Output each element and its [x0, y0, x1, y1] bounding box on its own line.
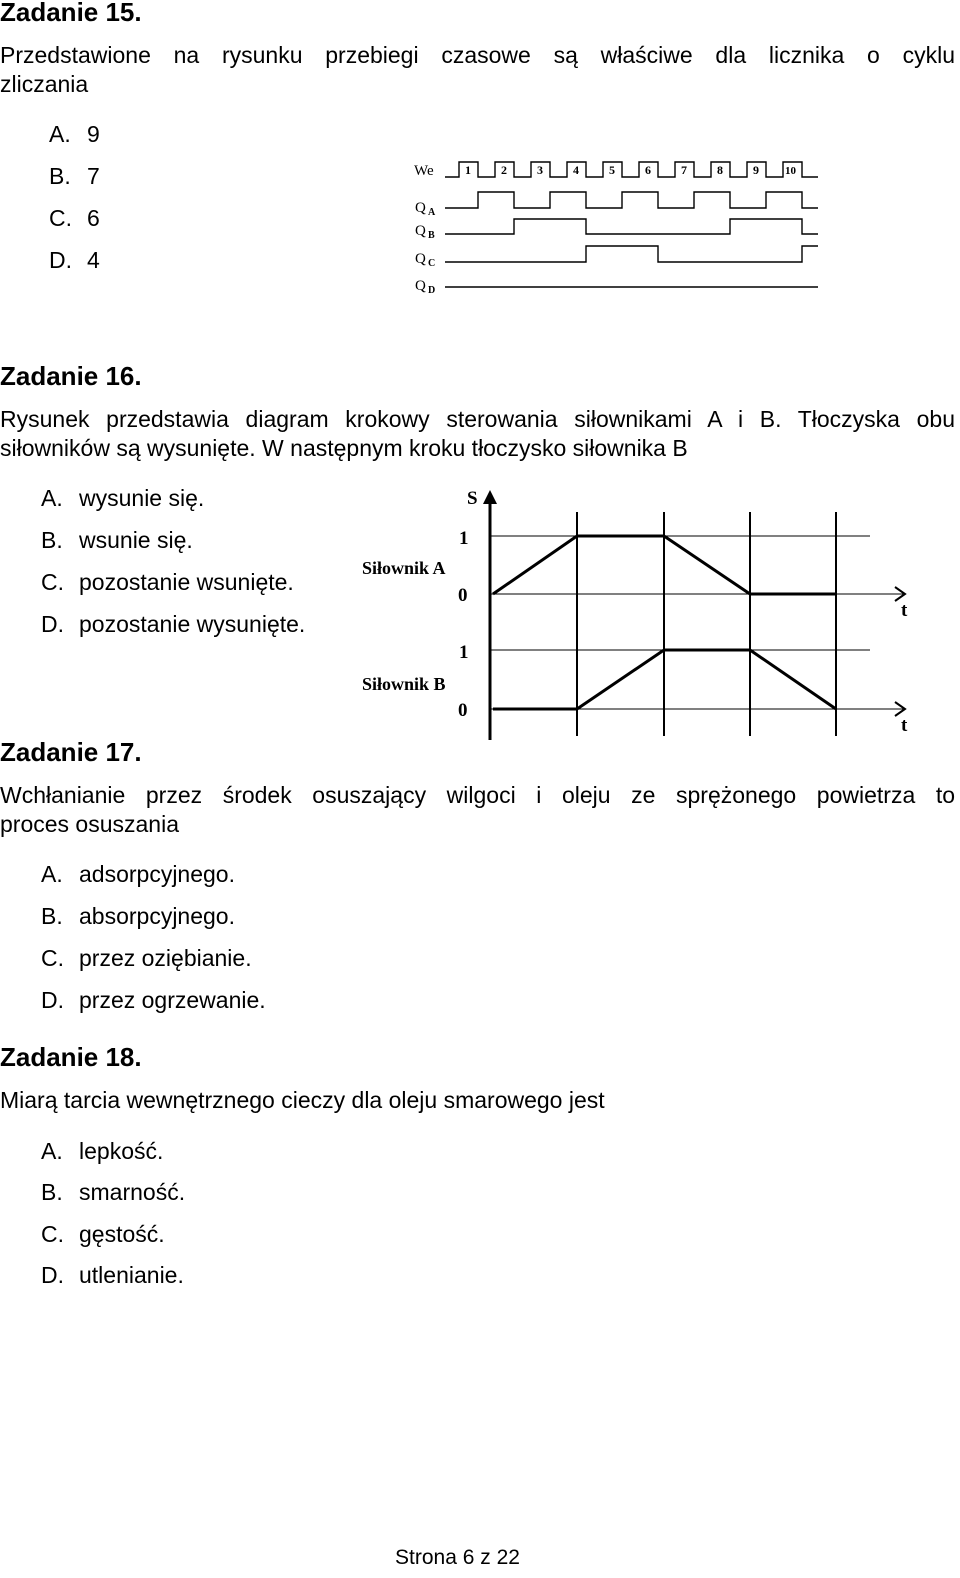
- pulse-number: 7: [681, 163, 687, 177]
- pulse-number: 8: [717, 163, 723, 177]
- pulse-number: 1: [465, 163, 471, 177]
- option-letter: C.: [41, 945, 64, 971]
- label-qd: Q: [415, 278, 426, 294]
- option-letter: D.: [49, 247, 72, 273]
- label-we: We: [414, 163, 434, 179]
- task17-option-c[interactable]: [41, 944, 252, 972]
- label-qa-sub: A: [428, 207, 436, 218]
- actuator-a-label: Siłownik A: [362, 558, 446, 578]
- level-high-label-b: 1: [459, 642, 469, 663]
- pulse-number: 2: [501, 163, 507, 177]
- task15-question-line1: Przedstawione na rysunku przebiegi czasowe są właściwe dla licznika o cyklu: [0, 42, 955, 68]
- option-letter: B.: [41, 903, 63, 929]
- task17-option-b[interactable]: [41, 902, 235, 930]
- option-text: lepkość.: [79, 1138, 164, 1164]
- option-letter: B.: [41, 1179, 63, 1205]
- option-letter: A.: [41, 861, 63, 887]
- task17-question-line1: Wchłanianie przez środek osuszający wilgoci i oleju ze sprężonego powietrza to: [0, 782, 955, 808]
- pulse-number: 9: [753, 163, 759, 177]
- option-text: wysunie się.: [79, 485, 205, 511]
- label-qb: Q: [415, 223, 426, 239]
- task16-title: Zadanie 16.: [0, 361, 142, 391]
- actuator-b-label: Siłownik B: [362, 674, 446, 694]
- level-low-label-b: 0: [458, 700, 468, 721]
- pulse-number: 6: [645, 163, 651, 177]
- time-label-b: t: [901, 715, 908, 736]
- option-text: 9: [87, 121, 100, 147]
- option-text: 6: [87, 205, 100, 231]
- option-text: adsorpcyjnego.: [79, 861, 235, 887]
- task15-option-b[interactable]: [49, 162, 100, 190]
- option-text: gęstość.: [79, 1221, 165, 1247]
- option-text: smarność.: [79, 1179, 186, 1205]
- task18-title: Zadanie 18.: [0, 1042, 142, 1072]
- task16-option-c[interactable]: [41, 568, 294, 596]
- option-letter: D.: [41, 987, 64, 1013]
- task15-title: Zadanie 15.: [0, 0, 142, 27]
- task17-option-d[interactable]: [41, 986, 266, 1014]
- pulse-number: 5: [609, 163, 615, 177]
- signal-qc: [445, 246, 818, 262]
- page-number: Strona 6 z 22: [395, 1546, 520, 1569]
- option-text: pozostanie wysunięte.: [79, 611, 306, 637]
- pulse-number: 10: [785, 165, 796, 177]
- task16-option-b[interactable]: [41, 526, 193, 554]
- signal-qa: [445, 192, 818, 208]
- option-letter: B.: [49, 163, 71, 189]
- task18-option-c[interactable]: [41, 1220, 165, 1248]
- option-letter: D.: [41, 1262, 64, 1288]
- task16-option-a[interactable]: [41, 484, 204, 512]
- option-text: utlenianie.: [79, 1262, 184, 1288]
- level-high-label-a: 1: [459, 528, 469, 549]
- option-letter: C.: [49, 205, 72, 231]
- task15-option-d[interactable]: [49, 246, 100, 274]
- option-letter: D.: [41, 611, 64, 637]
- option-text: 4: [87, 247, 100, 273]
- s-axis-label: S: [467, 488, 478, 509]
- step-diagram: [355, 484, 920, 746]
- option-text: 7: [87, 163, 100, 189]
- task16-question-line1: Rysunek przedstawia diagram krokowy sterowania siłownikami A i B. Tłoczyska obu: [0, 406, 955, 432]
- task17-title: Zadanie 17.: [0, 737, 142, 767]
- option-text: przez oziębianie.: [79, 945, 252, 971]
- label-qb-sub: B: [428, 230, 435, 241]
- label-qc: Q: [415, 251, 426, 267]
- task18-question-line1: Miarą tarcia wewnętrznego cieczy dla oleju smarowego jest: [0, 1087, 605, 1113]
- task18-option-d[interactable]: [41, 1261, 184, 1289]
- task15-question-line2: zliczania: [0, 71, 89, 97]
- option-text: przez ogrzewanie.: [79, 987, 266, 1013]
- option-letter: C.: [41, 1221, 64, 1247]
- option-text: pozostanie wsunięte.: [79, 569, 294, 595]
- pulse-number: 3: [537, 163, 543, 177]
- option-letter: C.: [41, 569, 64, 595]
- task15-option-c[interactable]: [49, 204, 100, 232]
- task16-option-d[interactable]: [41, 610, 305, 638]
- level-low-label-a: 0: [458, 585, 468, 606]
- task17-option-a[interactable]: [41, 860, 235, 888]
- option-letter: A.: [41, 485, 63, 511]
- task16-question-line2: siłowników są wysunięte. W następnym kroku tłoczysko siłownika B: [0, 435, 688, 461]
- option-letter: A.: [49, 121, 71, 147]
- task18-option-a[interactable]: [41, 1137, 163, 1165]
- pulse-number: 4: [573, 163, 579, 177]
- task18-option-b[interactable]: [41, 1178, 185, 1206]
- counter-timing-diagram: [410, 155, 825, 297]
- arrow-up-icon: [483, 490, 497, 504]
- option-letter: A.: [41, 1138, 63, 1164]
- time-label-a: t: [901, 600, 908, 621]
- label-qd-sub: D: [428, 285, 436, 296]
- label-qa: Q: [415, 200, 426, 216]
- signal-qb: [445, 219, 818, 234]
- task15-option-a[interactable]: [49, 120, 100, 148]
- label-qc-sub: C: [428, 258, 436, 269]
- option-text: wsunie się.: [79, 527, 193, 553]
- option-letter: B.: [41, 527, 63, 553]
- task17-question-line2: proces osuszania: [0, 811, 179, 837]
- option-text: absorpcyjnego.: [79, 903, 235, 929]
